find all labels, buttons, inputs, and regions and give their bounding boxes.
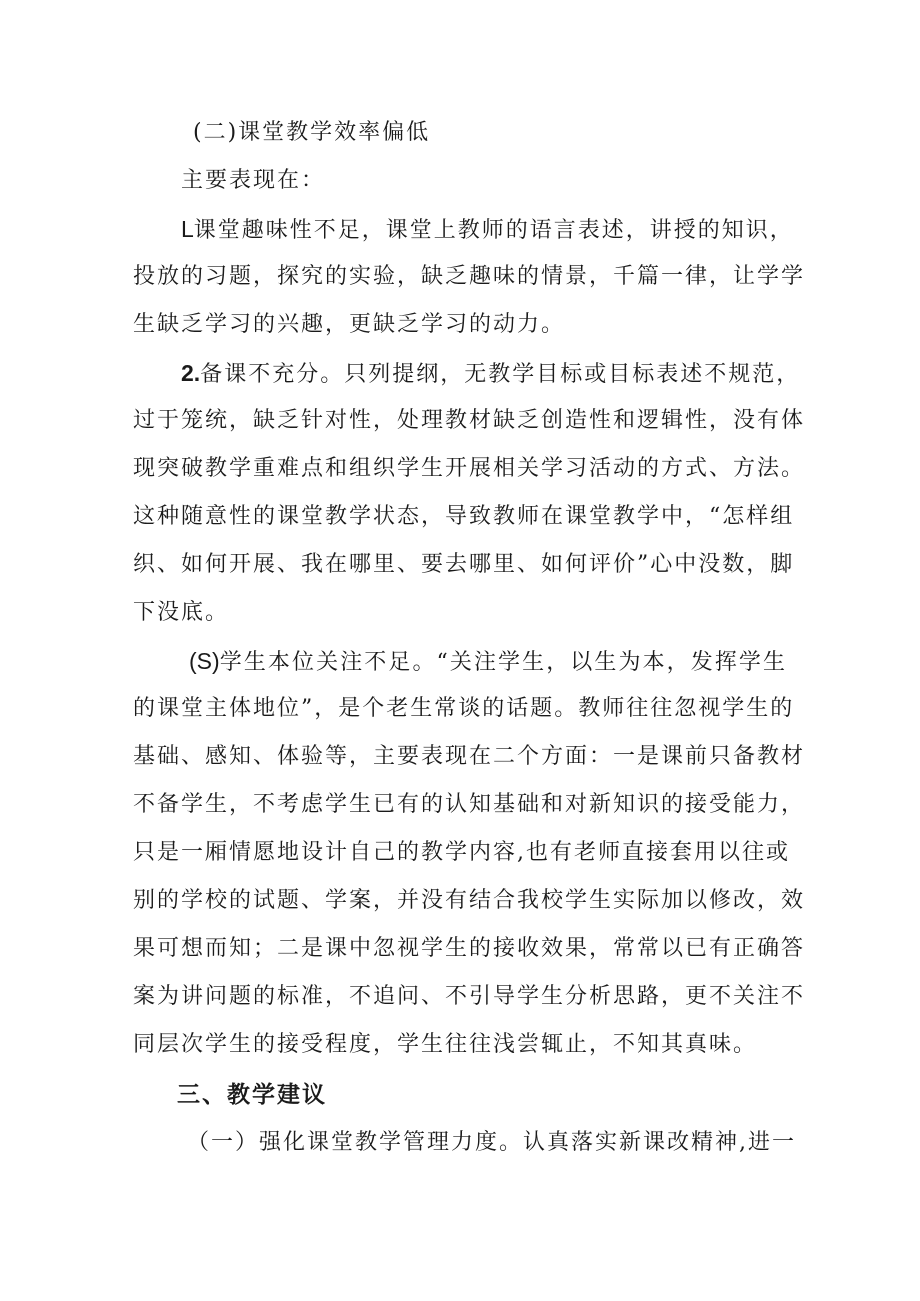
point-2-line-1: 2.备课不充分。只列提纲，无教学目标或目标表述不规范， bbox=[181, 360, 801, 387]
point-3-line-7: 果可想而知；二是课中忽视学生的接收效果，常常以已有正确答 bbox=[133, 936, 806, 961]
main-manifestations-label: 主要表现在： bbox=[181, 168, 326, 193]
point-3-line-4: 不备学生，不考虑学生已有的认知基础和对新知识的接受能力， bbox=[133, 792, 806, 817]
point-2-marker: 2. bbox=[181, 360, 201, 386]
point-1-marker: L bbox=[181, 216, 194, 242]
section-2-heading: (二)课堂教学效率偏低 bbox=[193, 120, 431, 145]
point-1-line-1: L课堂趣味性不足，课堂上教师的语言表述，讲授的知识， bbox=[181, 216, 794, 243]
point-3-line-3: 基础、感知、体验等，主要表现在二个方面：一是课前只备教材 bbox=[133, 744, 806, 769]
point-3-marker: (S) bbox=[189, 648, 220, 674]
point-2-line-4: 这种随意性的课堂教学状态，导致教师在课堂教学中，“怎样组 bbox=[133, 504, 795, 529]
point-1-line-2: 投放的习题，探究的实验，缺乏趣味的情景，千篇一律，让学学 bbox=[133, 264, 806, 289]
point-1-line-3: 生缺乏学习的兴趣，更缺乏学习的动力。 bbox=[133, 312, 566, 337]
point-3-line-5: 只是一厢情愿地设计自己的教学内容,也有老师直接套用以往或 bbox=[133, 840, 790, 865]
section-3-sub-1-line: （一）强化课堂教学管理力度。认真落实新课改精神,进一 bbox=[187, 1130, 796, 1155]
point-3-line-6: 别的学校的试题、学案，并没有结合我校学生实际加以修改，效 bbox=[133, 888, 806, 913]
point-3-line-8: 案为讲问题的标准，不追问、不引导学生分析思路，更不关注不 bbox=[133, 984, 806, 1009]
section-3-heading: 三、教学建议 bbox=[177, 1082, 327, 1108]
point-3-line-9: 同层次学生的接受程度，学生往往浅尝辄止，不知其真味。 bbox=[133, 1032, 758, 1057]
point-3-line-1: (S)学生本位关注不足。“关注学生，以生为本，发挥学生 bbox=[189, 648, 787, 675]
point-2-line-3: 现突破教学重难点和组织学生开展相关学习活动的方式、方法。 bbox=[133, 456, 806, 481]
point-3-line-2: 的课堂主体地位”，是个老生常谈的话题。教师往往忽视学生的 bbox=[133, 696, 795, 721]
point-2-line-2: 过于笼统，缺乏针对性，处理教材缺乏创造性和逻辑性，没有体 bbox=[133, 408, 806, 433]
point-2-line-6: 下没底。 bbox=[133, 600, 230, 625]
point-2-line-5: 织、如何开展、我在哪里、要去哪里、如何评价”心中没数，脚 bbox=[133, 552, 795, 577]
